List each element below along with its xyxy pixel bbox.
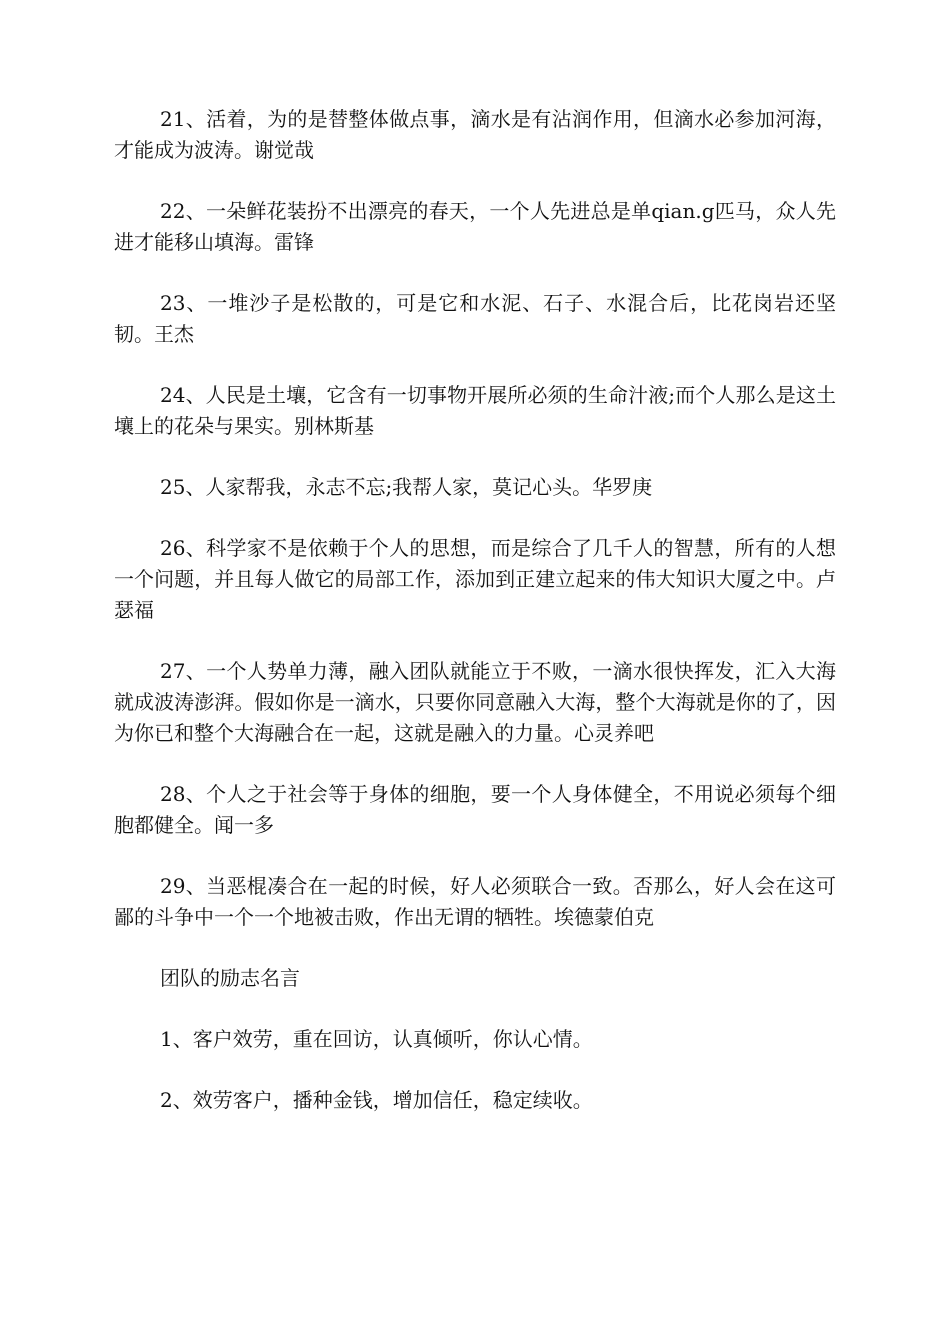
quote-23: 23、一堆沙子是松散的，可是它和水泥、石子、水混合后，比花岗岩还坚韧。王杰 — [114, 291, 836, 346]
quote-27: 27、一个人势单力薄，融入团队就能立于不败，一滴水很快挥发，汇入大海就成波涛澎湃。假如你是一滴水，只要你同意融入大海，整个大海就是你的了，因为你已和整个大海融合在一起，这就是融入的力量。心灵养吧 — [114, 659, 836, 745]
quote-26: 26、科学家不是依赖于个人的思想，而是综合了几千人的智慧，所有的人想一个问题，并且每人做它的局部工作，添加到正建立起来的伟大知识大厦之中。卢瑟福 — [114, 536, 836, 622]
motto-2: 2、效劳客户，播种金钱，增加信任，稳定续收。 — [160, 1088, 593, 1112]
quote-22: 22、一朵鲜花装扮不出漂亮的春天，一个人先进总是单qian.g匹马，众人先进才能移山填海。雷锋 — [114, 199, 836, 254]
quote-21: 21、活着，为的是替整体做点事，滴水是有沾润作用，但滴水必参加河海，才能成为波涛。谢觉哉 — [114, 107, 836, 162]
motto-1: 1、客户效劳，重在回访，认真倾听，你认心情。 — [160, 1027, 593, 1051]
quote-24: 24、人民是土壤，它含有一切事物开展所必须的生命汁液;而个人那么是这土壤上的花朵与果实。别林斯基 — [114, 383, 836, 438]
document-body — [114, 104, 836, 1146]
quote-29: 29、当恶棍凑合在一起的时候，好人必须联合一致。否那么，好人会在这可鄙的斗争中一个一个地被击败，作出无谓的牺牲。埃德蒙伯克 — [114, 874, 836, 929]
quote-25: 25、人家帮我，永志不忘;我帮人家，莫记心头。华罗庚 — [160, 475, 653, 499]
quote-28: 28、个人之于社会等于身体的细胞，要一个人身体健全，不用说必须每个细胞都健全。闻一多 — [114, 782, 836, 837]
section-heading: 团队的励志名言 — [160, 966, 300, 990]
